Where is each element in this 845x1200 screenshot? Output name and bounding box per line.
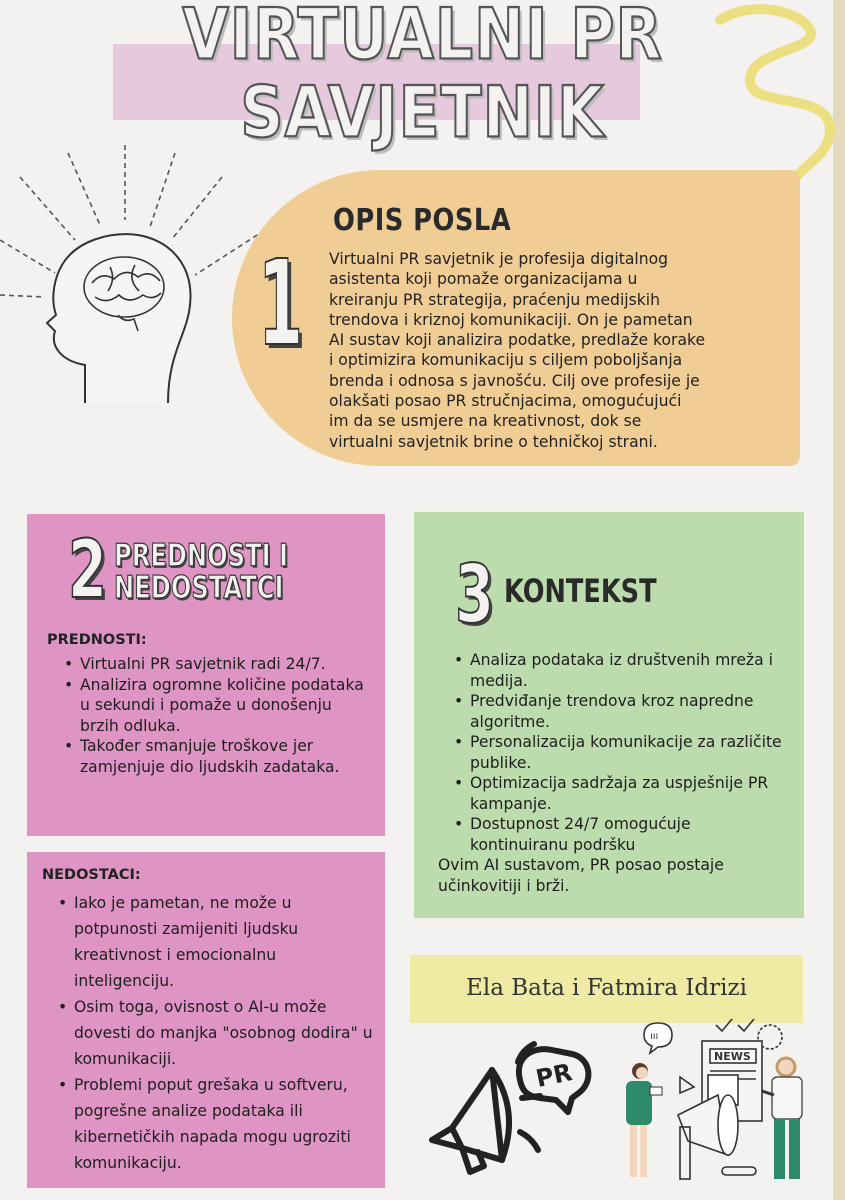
people-news-illustration: [618, 1015, 818, 1190]
list-item: • Problemi poput grešaka u softveru, pogrešne analize podataka ili kibernetičkih napada mogu ugroziti komunikaciju.: [56, 1072, 376, 1176]
section-1-title: OPIS POSLA: [333, 203, 512, 238]
body-line: i optimizira komunikaciju s ciljem poboljšanja: [329, 351, 683, 370]
body-line: olakšati posao PR stručnjacima, omogućujući: [329, 392, 682, 411]
authors-banner: [410, 955, 803, 1023]
list-item: • Također smanjuje troškove jer zamjenjuje dio ljudskih zadataka.: [62, 736, 372, 777]
cons-heading: NEDOSTACI:: [42, 867, 141, 883]
section-1-body: [329, 249, 795, 452]
authors-names: Ela Bata i Fatmira Idrizi: [466, 975, 747, 1001]
section-3-number: 3: [455, 548, 494, 641]
megaphone-icon: [422, 1040, 602, 1180]
pros-heading: PREDNOSTI:: [47, 632, 147, 648]
poster-title-line-1: VIRTUALNI PR: [182, 0, 663, 77]
list-item: • Osim toga, ovisnost o AI-u može dovesti do manjka "osobnog dodira" u komunikaciji.: [56, 994, 376, 1072]
section-2-title-line-1: PREDNOSTI I: [114, 538, 289, 574]
section-2-number: 2: [68, 523, 107, 616]
poster-title-line-2: SAVJETNIK: [240, 71, 605, 155]
body-line: brenda i odnosa s javnošću. Cilj ove profesije je: [329, 371, 700, 390]
pros-list: [62, 654, 372, 777]
list-item: • Optimizacija sadržaja za uspješnije PR kampanje.: [452, 773, 792, 814]
list-item: • Iako je pametan, ne može u potpunosti zamijeniti ljudsku kreativnost i emocionalnu inteligenciju.: [56, 890, 376, 994]
list-item: • Dostupnost 24/7 omogućuje kontinuiranu podršku: [452, 814, 792, 855]
news-board-label: NEWS: [714, 1050, 751, 1063]
body-line: im da se usmjere na kreativnost, dok se: [329, 412, 642, 431]
list-item: • Virtualni PR savjetnik radi 24/7.: [62, 654, 372, 675]
speech-bubble-text: ııı: [650, 1031, 659, 1042]
list-item: • Personalizacija komunikacije za različite publike.: [452, 732, 792, 773]
list-item: • Analiza podataka iz društvenih mreža i medija.: [452, 650, 792, 691]
megaphone-pr-badge: PR: [533, 1058, 575, 1094]
brain-head-icon: [0, 135, 270, 415]
body-line: AI sustav koji analizira podatke, predlaže korake: [329, 331, 706, 350]
section-2-title: [114, 540, 288, 604]
body-line: trendova i kriznoj komunikaciji. On je pametan: [329, 310, 693, 329]
context-summary: Ovim AI sustavom, PR posao postaje učinkovitiji i brži.: [438, 856, 724, 895]
cons-list: [56, 890, 376, 1176]
section-2-title-line-2: NEDOSTATCI: [114, 570, 284, 606]
context-list: [452, 650, 792, 855]
body-line: asistenta koji pomaže organizacijama u: [329, 270, 638, 289]
section-1-number: 1: [258, 234, 304, 372]
body-line: kreiranju PR strategija, praćenju medijskih: [329, 290, 660, 309]
list-item: • Analizira ogromne količine podataka u sekundi i pomaže u donošenju brzih odluka.: [62, 675, 372, 737]
list-item: • Predviđanje trendova kroz napredne algoritme.: [452, 691, 792, 732]
body-line: Virtualni PR savjetnik je profesija digitalnog: [329, 250, 669, 268]
section-3-title: KONTEKST: [504, 572, 657, 610]
body-line: virtualni savjetnik brine o tehničkoj strani.: [329, 432, 658, 451]
